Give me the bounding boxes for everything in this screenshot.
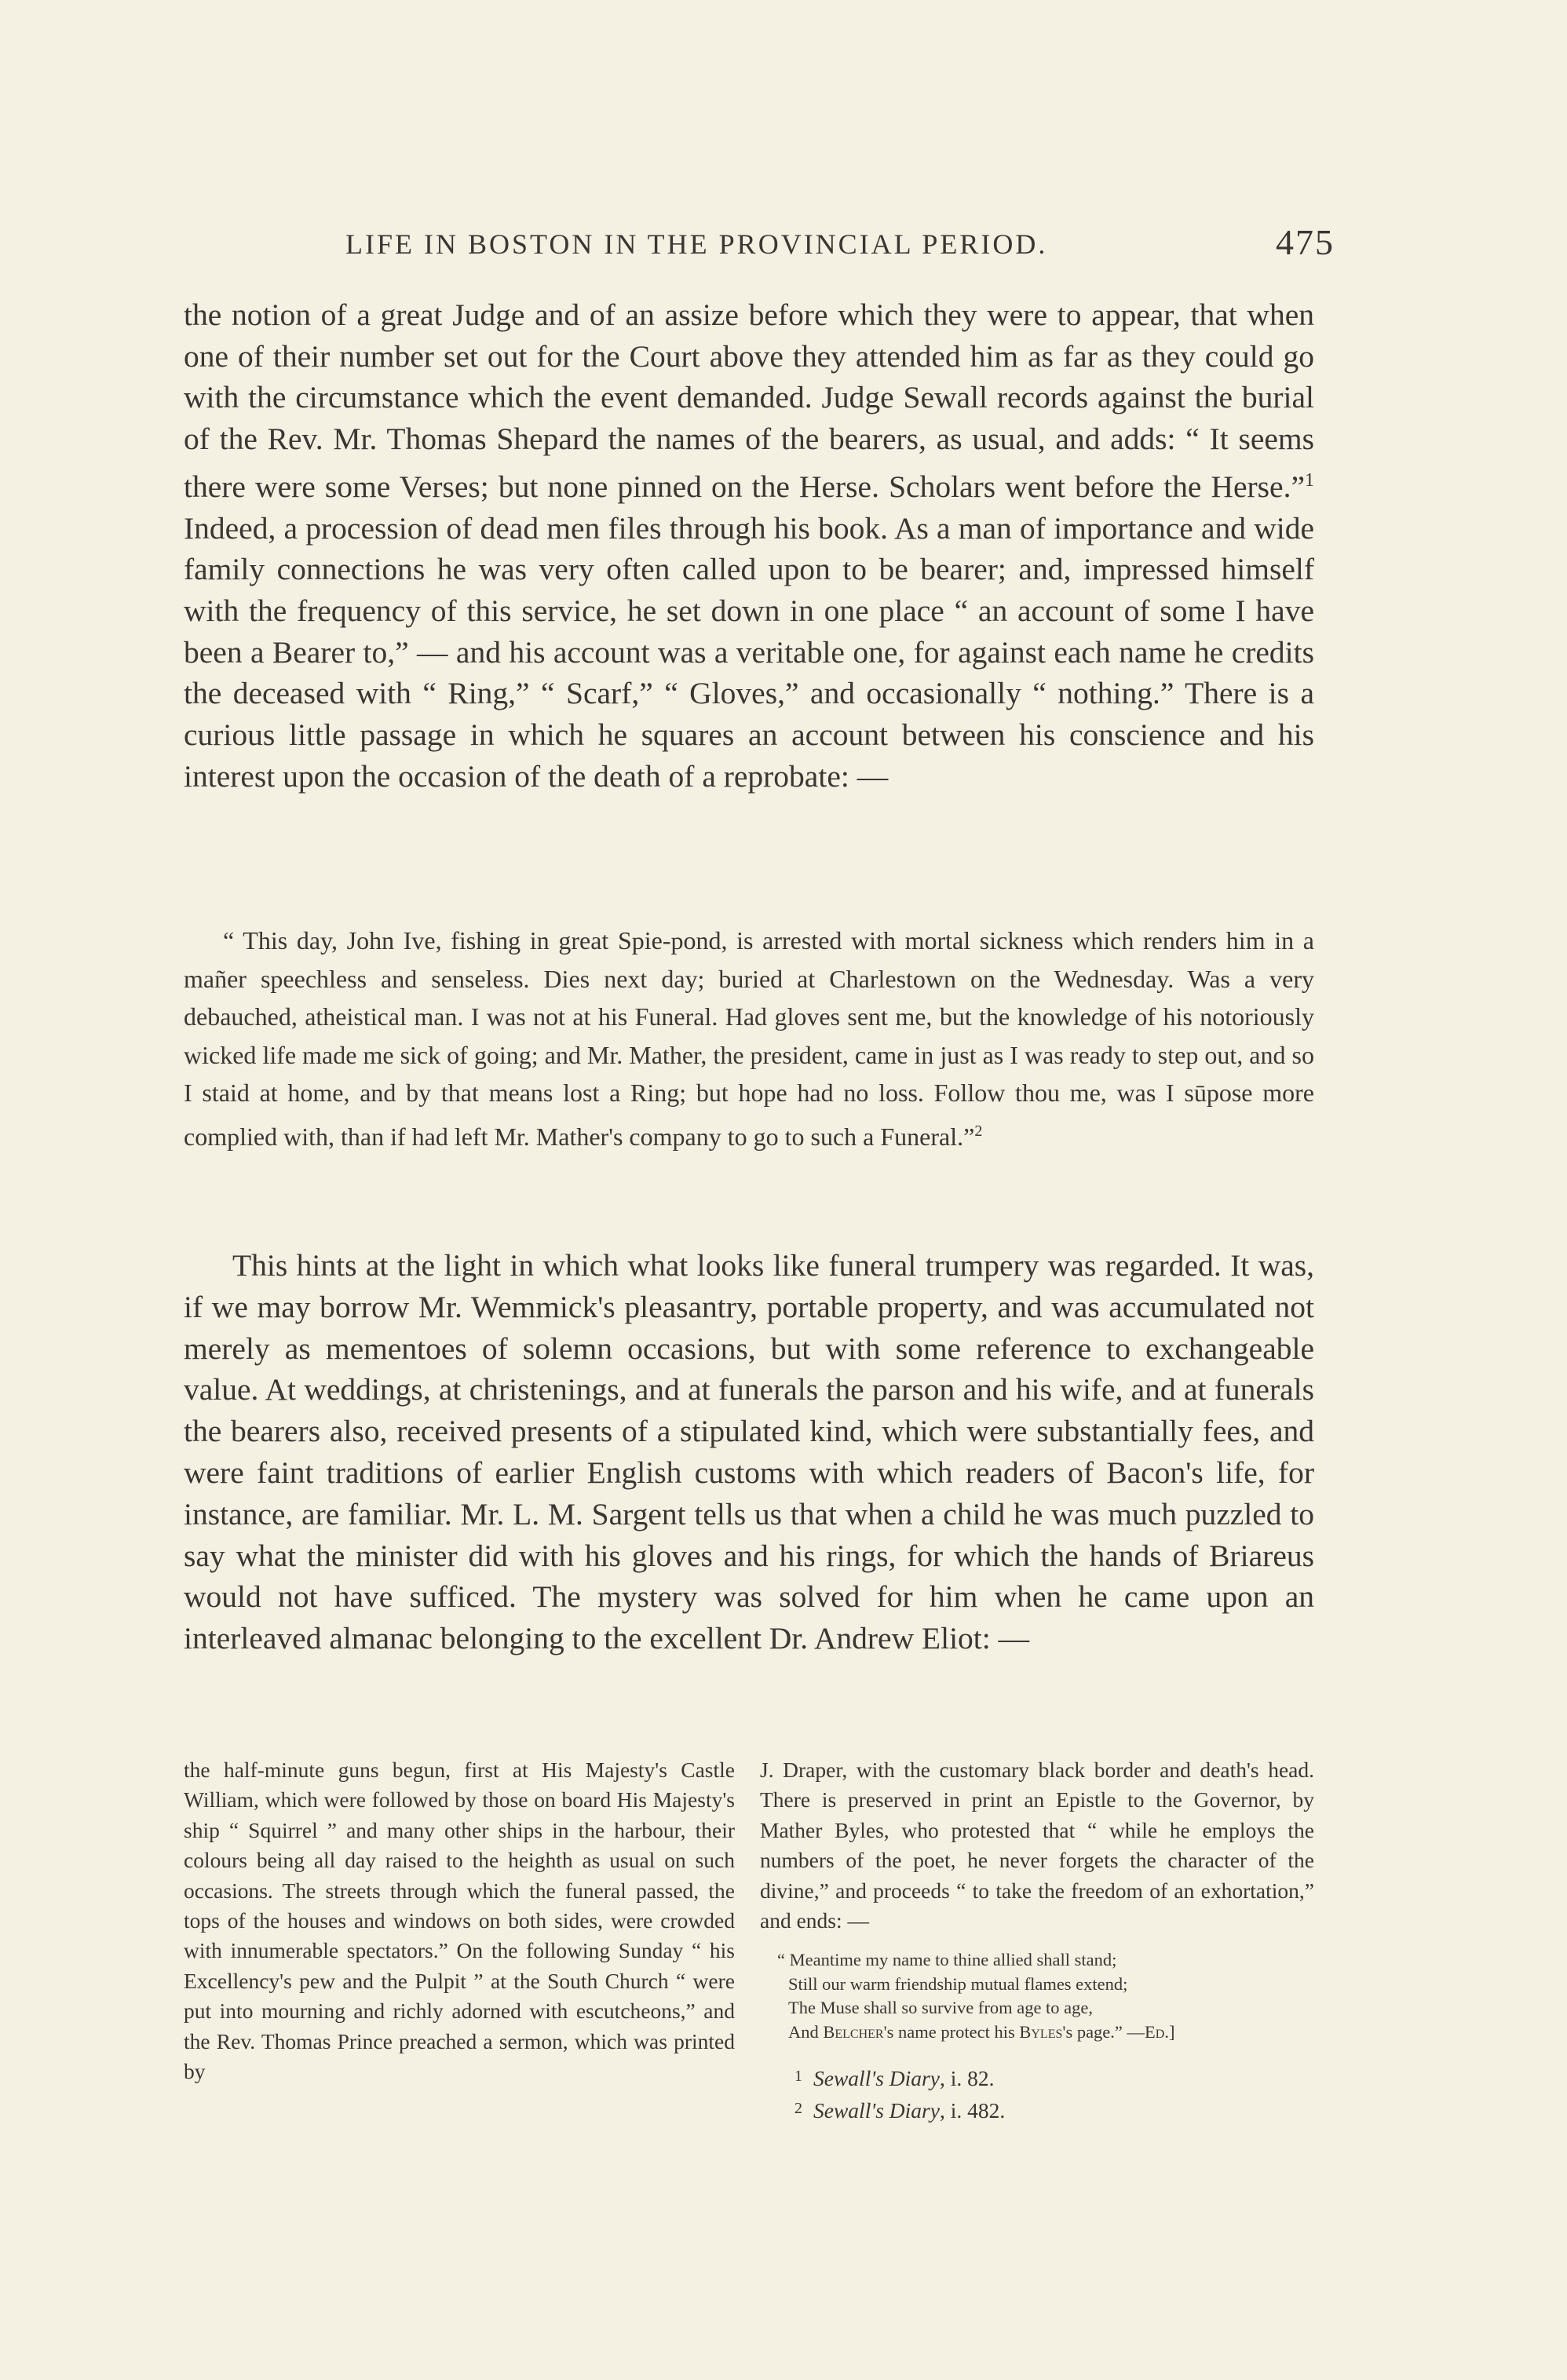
footnote-column-right bbox=[760, 1755, 1314, 2126]
footnote-2-number: 2 bbox=[794, 2100, 802, 2118]
quote-text: “ This day, John Ive, fishing in great Spie-pond, is arrested with mortal sickness which renders him in a mañer speechless and senseless. Dies next day; buried at Charlestown on the Wednesday. Was a very debauched, atheistical man. I was not at his Funeral. Had gloves sent me, but the knowledge of his notoriously wicked life made me sick of going; and Mr. Mather, the president, came in just as I was ready to step out, and so I staid at home, and by that means lost a Ring; but hope had no loss. Follow thou me, was I sūpose more complied with, than if had left Mr. Mather's company to go to such a Funeral.” bbox=[184, 926, 1314, 1151]
footnote-2 bbox=[794, 2093, 1314, 2126]
footnote-ref-2: 2 bbox=[974, 1122, 983, 1140]
page-number: 475 bbox=[1276, 222, 1335, 262]
verse-line-4-end: .] bbox=[1164, 2021, 1175, 2042]
footnote-ref-1: 1 bbox=[1305, 469, 1314, 491]
running-title: LIFE IN BOSTON IN THE PROVINCIAL PERIOD. bbox=[345, 228, 1048, 260]
verse-line-2: Still our warm friendship mutual flames extend; bbox=[788, 1973, 1128, 1994]
body-paragraph-1 bbox=[184, 294, 1314, 797]
footnote-1-location: , i. 82. bbox=[939, 2066, 995, 2091]
paragraph-2-text: This hints at the light in which what looks like funeral trumpery was regarded. It was, if we may borrow Mr. Wemmick's pleasantry, portable property, and was accumulated not merely as mementoes of solemn occasions, but with some reference to exchangeable value. At weddings, at christenings, and at funerals the parson and his wife, and at funerals the bearers also, received presents of a stipulated kind, which were substantially fees, and were faint traditions of earlier English customs with which readers of Bacon's life, for instance, are familiar. Mr. L. M. Sargent tells us that when a child he was much puzzled to say what the minister did with his gloves and his rings, for which the hands of Briareus would not have sufficed. The mystery was solved for him when he came upon an interleaved almanac belonging to the excellent Dr. Andrew Eliot: — bbox=[184, 1248, 1314, 1656]
footnote-1-number: 1 bbox=[794, 2068, 802, 2086]
verse-line-4-a: And bbox=[788, 2021, 824, 2042]
verse-line-1: “ Meantime my name to thine allied shall stand; bbox=[777, 1950, 1117, 1970]
verse-line-4 bbox=[777, 2020, 1314, 2045]
footnote-2-location: , i. 482. bbox=[939, 2098, 1006, 2123]
footnote-1-title: Sewall's Diary bbox=[813, 2066, 940, 2091]
footnote-1 bbox=[794, 2061, 1314, 2093]
verse-name-byles: Byles bbox=[1019, 2021, 1063, 2042]
body-paragraph-2 bbox=[184, 1245, 1314, 1659]
block-quote bbox=[184, 922, 1314, 1155]
footnote-left-text: the half-minute guns begun, first at His Majesty's Castle William, which were followed by those on board His Majesty's ship “ Squirrel ” and many other ships in the harbour, their colours being all day raised to the heighth as usual on such occasions. The streets through which the funeral passed, the tops of the houses and windows on both sides, were crowded with innumerable spectators.” On the following Sunday “ his Excellency's pew and the Pulpit ” at the South Church “ were put into mourning and richly adorned with escutcheons,” and the Rev. Thomas Prince preached a sermon, which was printed by bbox=[184, 1758, 735, 2084]
footnotes-list bbox=[794, 2061, 1314, 2126]
paragraph-1-text-b: Indeed, a procession of dead men files through his book. As a man of importance and wide family connections he was very often called upon to be bearer; and, impressed himself with the frequency of this service, he set down in one place “ an account of some I have been a Bearer to,” — and his account was a veritable one, for against each name he credits the deceased with “ Ring,” “ Scarf,” “ Gloves,” and occasionally “ nothing.” There is a curious little passage in which he squares an account between his conscience and his interest upon the occasion of the death of a reprobate: — bbox=[184, 510, 1314, 794]
verse-line-3: The Muse shall so survive from age to age, bbox=[788, 1998, 1094, 2018]
footnote-column-left bbox=[184, 1755, 735, 2086]
footnote-2-title: Sewall's Diary bbox=[813, 2098, 940, 2123]
running-head bbox=[345, 221, 1335, 268]
verse-line-4-c: 's page.” — bbox=[1062, 2021, 1145, 2042]
verse-name-belcher: Belcher bbox=[823, 2021, 884, 2042]
editor-mark: Ed bbox=[1145, 2021, 1165, 2042]
footnote-right-text: J. Draper, with the customary black border and death's head. There is preserved in print an Epistle to the Governor, by Mather Byles, who protested that “ while he employs the numbers of the poet, he never forgets the character of the divine,” and proceeds “ to take the freedom of an exhortation,” and ends: — bbox=[760, 1758, 1314, 1933]
verse-line-4-b: 's name protect his bbox=[883, 2021, 1020, 2042]
verse-quotation bbox=[777, 1948, 1314, 2044]
paragraph-1-text-a: the notion of a great Judge and of an assize before which they were to appear, that when one of their number set out for the Court above they attended him as far as they could go with the circumstance which the event demanded. Judge Sewall records against the burial of the Rev. Mr. Thomas Shepard the names of the bearers, as usual, and adds: “ It seems there were some Verses; but none pinned on the Herse. Scholars went before the Herse.” bbox=[184, 298, 1314, 504]
